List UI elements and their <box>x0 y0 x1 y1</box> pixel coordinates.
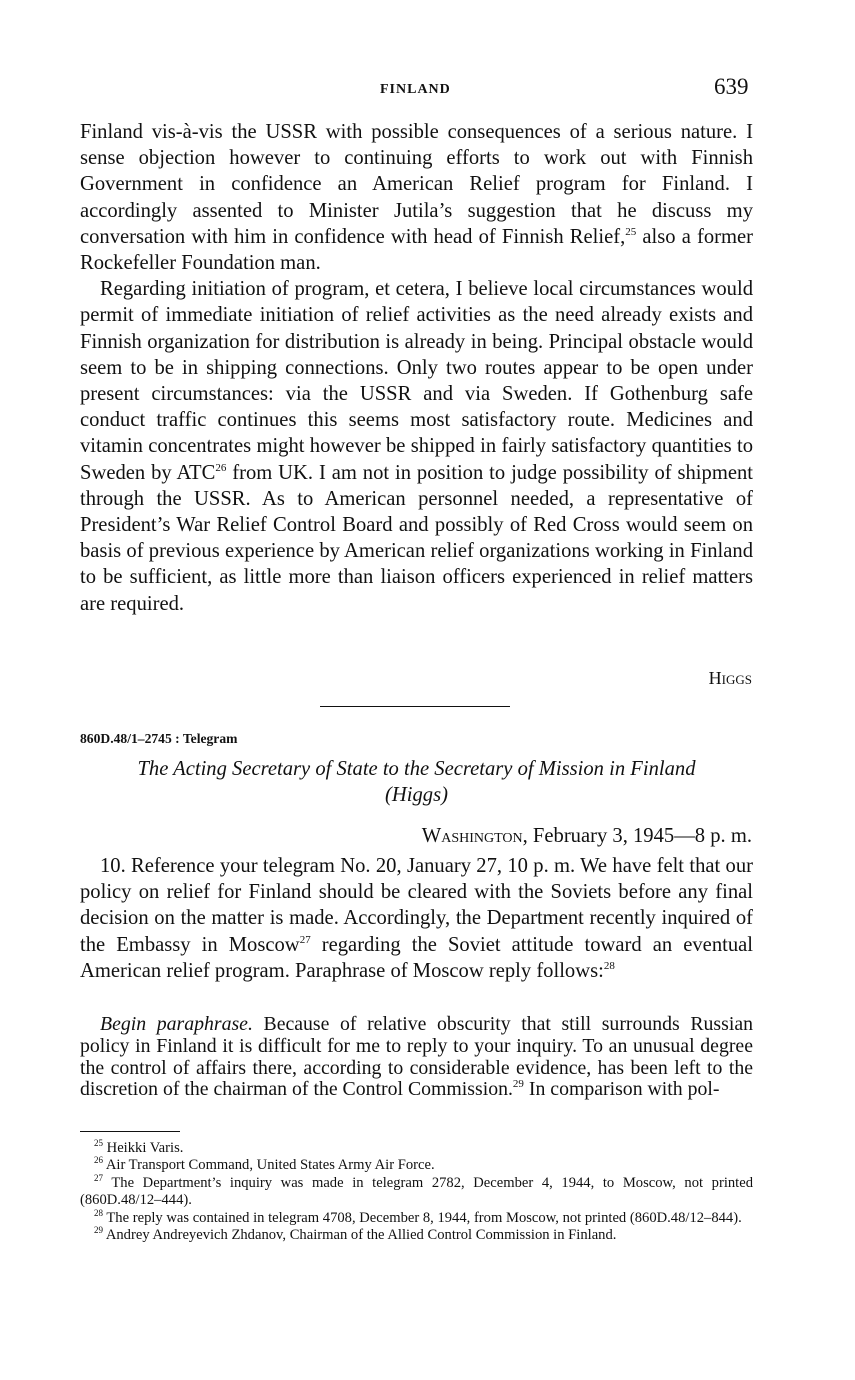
footnotes <box>80 1140 753 1244</box>
footnote: $^{28}$ The reply was contained in telegram 4708, December 8, 1944, from Moscow, not printed (860D.48/12–844). <box>94 1207 742 1226</box>
paraphrase-block <box>80 1014 753 1101</box>
footnote: $^{26}$ Air Transport Command, United States Army Air Force. <box>94 1155 435 1174</box>
section-divider <box>320 706 510 707</box>
footnote: $^{27}$ The Department’s inquiry was made in telegram 2782, December 4, 1944, to Moscow, not printed (860D.48/12–444). <box>80 1172 753 1209</box>
footnote: $^{25}$ Heikki Varis. <box>94 1138 184 1156</box>
footnote-ref: 29 <box>512 1078 524 1091</box>
page-number: 639 <box>714 74 749 99</box>
footnote-ref: 25 <box>625 225 637 238</box>
footnote-ref: 28 <box>603 959 615 972</box>
running-head: FINLAND <box>380 82 451 97</box>
telegram-body <box>80 853 753 984</box>
document-id: 860D.48/1–2745 : Telegram <box>80 731 238 746</box>
footnote-ref: 27 <box>299 933 311 946</box>
footnote-ref: 26 <box>215 461 227 474</box>
paragraph: Regarding initiation of program, et cetera, I believe local circumstances would permit of immediate initiation of relief activities as the need already exists and Finnish organization for distribution is already in being. Principal obstacle would seem to be in shipping connections. Only two routes appear to be open under present circumstances: via the USSR and via Sweden. If Gothenburg safe conduct traffic continues this seems most satisfactory route. Medicines and vitamin concentrates might however be shipped in fairly satisfactory quantities to Sweden by ATC$^{26}$ from UK. I am not in position to judge possibility of shipment through the USSR. As to American personnel needed, a representative of President’s War Relief Control Board and possibly of Red Cross would seem on basis of previous experience by American relief organizations working in Finland to be sufficient, as little more than liaison officers experienced in relief matters are required. <box>80 278 753 615</box>
footnote-divider <box>80 1131 180 1132</box>
signature: Higgs <box>708 668 752 688</box>
dateline: Washington, February 3, 1945—8 p. m. <box>421 825 752 847</box>
paragraph: Begin paraphrase. Because of relative obscurity that still surrounds Russian policy in Finland it is difficult for me to reply to your inquiry. To an unusual degree the control of affairs there, according to considerable evidence, has been left to the discretion of the chairman of the Control Commission.$^{29}$ In comparison with pol- <box>80 1013 753 1101</box>
telegram-continuation <box>80 119 753 617</box>
footnote: $^{29}$ Andrey Andreyevich Zhdanov, Chairman of the Allied Control Commission in Finland. <box>94 1225 617 1244</box>
paragraph: 10. Reference your telegram No. 20, January 27, 10 p. m. We have felt that our policy on relief for Finland should be cleared with the Soviets before any final decision on the matter is made. Accordingly, the Department recently inquired of the Embassy in Moscow$^{27}$ regarding the Soviet attitude toward an eventual American relief program. Paraphrase of Moscow reply follows:$^{28}$ <box>80 855 754 982</box>
document-title: The Acting Secretary of State to the Secretary of Mission in Finland (Higgs) <box>137 758 696 806</box>
paragraph: Finland vis-à-vis the USSR with possible consequences of a serious nature. I sense objection however to continuing efforts to work out with Finnish Government in confidence an American Relief program for Finland. I accordingly assented to Minister Jutila’s suggestion that he discuss my conversation with him in confidence with head of Finnish Relief,$^{25}$ also a former Rockefeller Foundation man. <box>80 121 753 275</box>
